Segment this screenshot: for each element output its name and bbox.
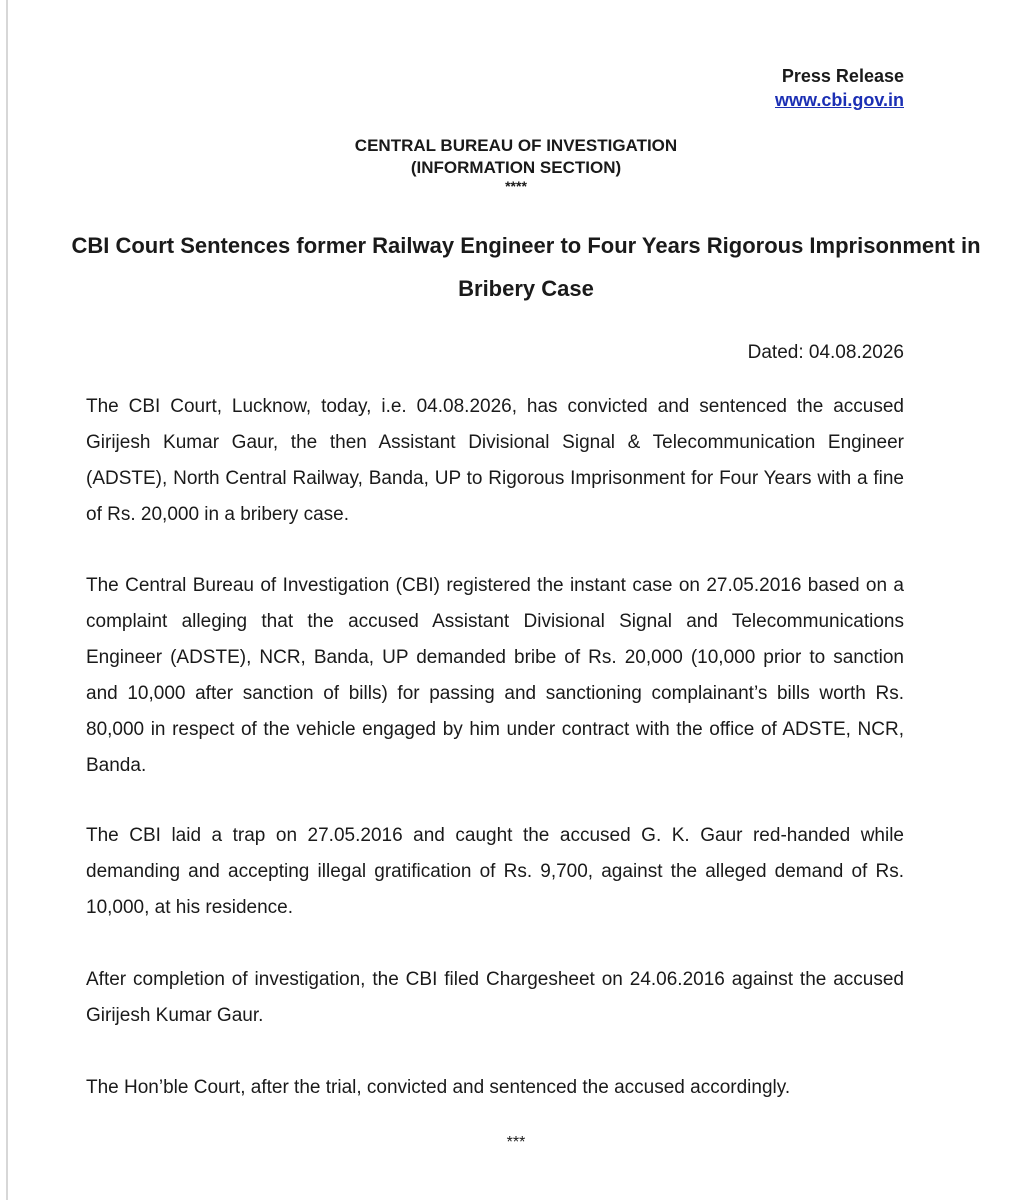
website-link[interactable]: www.cbi.gov.in [774,90,904,110]
release-date: Dated: 04.08.2026 [747,342,904,363]
press-release-header [775,64,904,112]
organization-block [0,135,1032,193]
organization-name: CENTRAL BUREAU OF INVESTIGATION [354,136,678,155]
press-release-label: Press Release [781,66,904,86]
paragraph-chargesheet: After completion of investigation, the CBI filed Chargesheet on 24.06.2016 against the accused Girijesh Kumar Gaur. [86,969,904,1026]
press-release-headline: CBI Court Sentences former Railway Engineer to Four Years Rigorous Imprisonment in Bribery Case [71,233,981,301]
paragraph-trap: The CBI laid a trap on 27.05.2016 and caught the accused G. K. Gaur red-handed while demanding and accepting illegal gratification of Rs. 9,700, against the alleged demand of Rs. 10,000, at his residence. [86,825,904,918]
paragraph-verdict: The Hon’ble Court, after the trial, convicted and sentenced the accused accordingly. [86,1077,791,1098]
end-marker: *** [506,1134,526,1151]
paragraph-conviction: The CBI Court, Lucknow, today, i.e. 04.08.2026, has convicted and sentenced the accused Girijesh Kumar Gaur, the then Assistant Divisional Signal & Telecommunication Engineer (ADSTE), North Central Railway, Banda, UP to Rigorous Imprisonment for Four Years with a fine of Rs. 20,000 in a bribery case. [86,396,904,525]
header-separator: **** [505,178,527,194]
organization-section: (INFORMATION SECTION) [410,158,622,177]
paragraph-case-registration: The Central Bureau of Investigation (CBI) registered the instant case on 27.05.2016 based on a complaint alleging that the accused Assistant Divisional Signal and Telecommunications Engineer (ADSTE), NCR, Banda, UP demanded bribe of Rs. 20,000 (10,000 prior to sanction and 10,000 after sanction of bills) for passing and sanctioning complainant’s bills worth Rs. 80,000 in respect of the vehicle engaged by him under contract with the office of ADSTE, NCR, Banda. [86,575,904,776]
